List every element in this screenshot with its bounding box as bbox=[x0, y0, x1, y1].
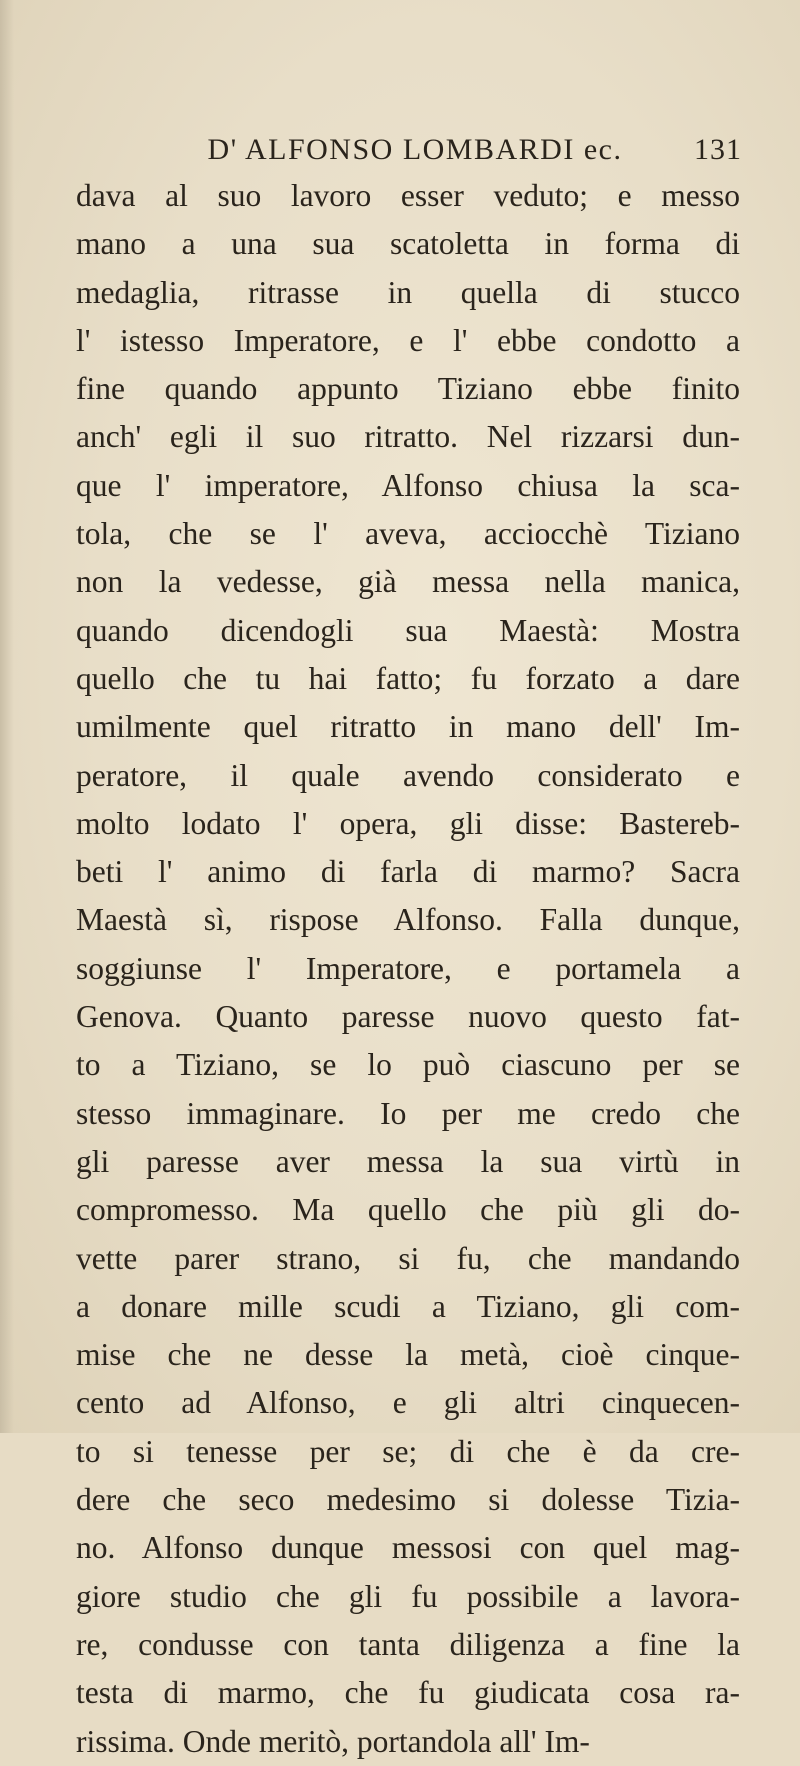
text-line: anch' egli il suo ritratto. Nel rizzarsi dun- bbox=[76, 419, 740, 455]
running-head-title: D' ALFONSO LOMBARDI ec. bbox=[207, 133, 623, 166]
text-line: tola, che se l' aveva, acciocchè Tiziano bbox=[76, 516, 740, 552]
text-line: testa di marmo, che fu giudicata cosa ra- bbox=[76, 1675, 740, 1711]
text-line: no. Alfonso dunque messosi con quel mag- bbox=[76, 1530, 740, 1566]
text-line: quello che tu hai fatto; fu forzato a dare bbox=[76, 660, 740, 696]
text-line: vette parer strano, si fu, che mandando bbox=[76, 1240, 740, 1276]
text-line: dere che seco medesimo si dolesse Tizia- bbox=[76, 1482, 740, 1518]
text-line: a donare mille scudi a Tiziano, gli com- bbox=[76, 1288, 740, 1324]
text-line: dava al suo lavoro esser veduto; e messo bbox=[76, 178, 740, 213]
running-head bbox=[88, 128, 742, 172]
text-line: mano a una sua scatoletta in forma di bbox=[76, 226, 740, 262]
text-line: l' istesso Imperatore, e l' ebbe condotto a bbox=[76, 322, 740, 358]
text-line: soggiunse l' Imperatore, e portamela a bbox=[76, 950, 740, 986]
text-line: non la vedesse, già messa nella manica, bbox=[76, 564, 740, 600]
text-line: umilmente quel ritratto in mano dell' Im- bbox=[76, 709, 740, 745]
text-line: molto lodato l' opera, gli disse: Bastereb- bbox=[76, 805, 740, 841]
text-line: Genova. Quanto paresse nuovo questo fat- bbox=[76, 999, 740, 1035]
text-line: que l' imperatore, Alfonso chiusa la sca- bbox=[76, 467, 740, 503]
text-line: to si tenesse per se; di che è da cre- bbox=[76, 1433, 740, 1469]
text-line: compromesso. Ma quello che più gli do- bbox=[76, 1192, 740, 1228]
text-line: cento ad Alfonso, e gli altri cinquecen- bbox=[76, 1385, 740, 1421]
body-text bbox=[76, 172, 740, 1766]
text-line: stesso immaginare. Io per me credo che bbox=[76, 1095, 740, 1131]
text-line: re, condusse con tanta diligenza a fine la bbox=[76, 1626, 740, 1662]
text-line: beti l' animo di farla di marmo? Sacra bbox=[76, 854, 740, 890]
text-line: peratore, il quale avendo considerato e bbox=[76, 757, 740, 793]
text-line: medaglia, ritrasse in quella di stucco bbox=[76, 274, 740, 310]
page-gutter-shadow bbox=[0, 0, 14, 1433]
text-line: quando dicendogli sua Maestà: Mostra bbox=[76, 612, 740, 648]
page-number: 131 bbox=[694, 133, 742, 166]
text-line: gli paresse aver messa la sua virtù in bbox=[76, 1143, 740, 1179]
text-line: Maestà sì, rispose Alfonso. Falla dunque, bbox=[76, 902, 740, 938]
text-line: fine quando appunto Tiziano ebbe finito bbox=[76, 371, 740, 407]
text-line: giore studio che gli fu possibile a lavora- bbox=[76, 1578, 740, 1614]
text-line: to a Tiziano, se lo può ciascuno per se bbox=[76, 1047, 740, 1083]
text-line: mise che ne desse la metà, cioè cinque- bbox=[76, 1337, 740, 1373]
text-line: rissima. Onde meritò, portandola all' Im- bbox=[76, 1723, 590, 1759]
